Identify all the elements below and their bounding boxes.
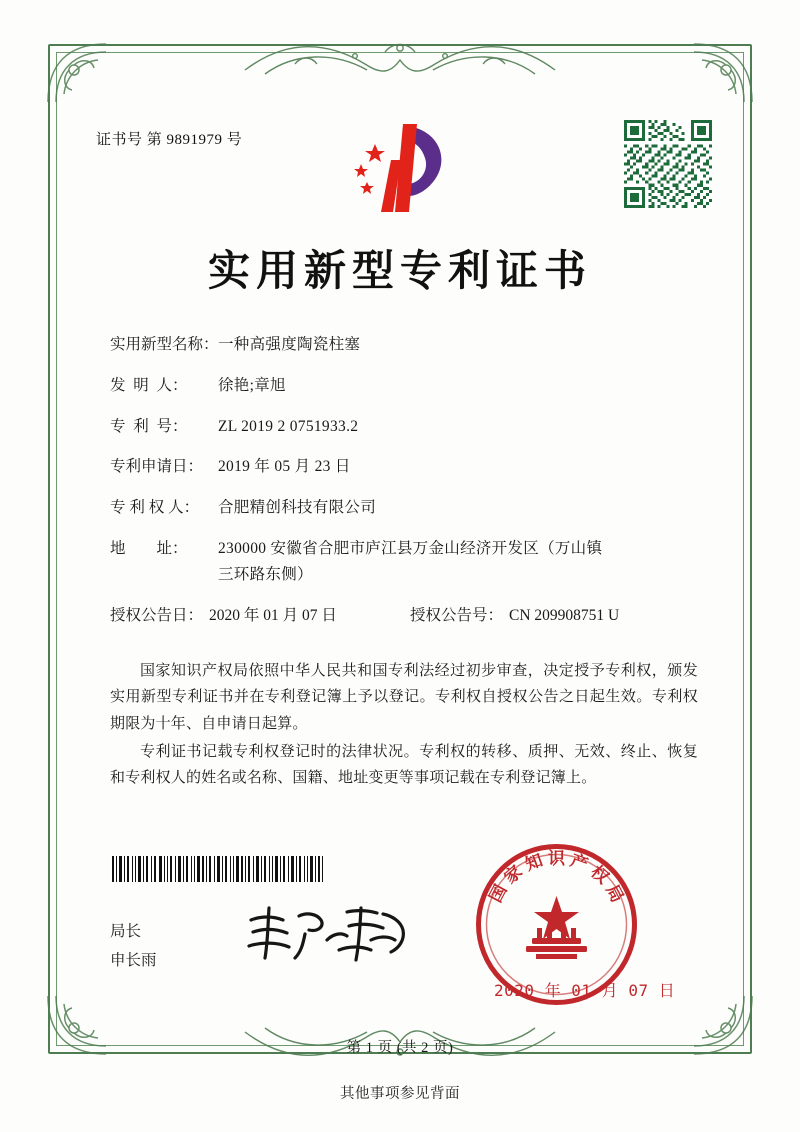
field-value: 合肥精创科技有限公司 (218, 499, 377, 517)
field-value: ZL 2019 2 0751933.2 (218, 417, 359, 435)
field-value-address (218, 540, 710, 584)
svg-text:家: 家 (500, 861, 527, 889)
svg-text:产: 产 (567, 850, 591, 876)
corner-ornament-top-left (44, 40, 110, 106)
field-label: 专 利 权 人： (110, 499, 200, 517)
seal-date: 2020 年 01 月 07 日 (494, 981, 676, 1000)
top-flourish-ornament (235, 34, 565, 80)
qr-code (624, 120, 712, 208)
field-row-application-date (110, 458, 710, 476)
handwritten-signature (243, 900, 418, 970)
announcement-date-value: 2020 年 01 月 07 日 (209, 606, 337, 624)
field-row-inventor (110, 377, 710, 395)
certificate-number-value: 第 9891979 号 (146, 132, 243, 148)
signature-block (110, 918, 157, 975)
announcement-date-label: 授权公告日： (110, 606, 204, 624)
svg-text:识: 识 (548, 849, 565, 869)
certificate-number-label: 证书号 (96, 132, 143, 148)
announcement-date (110, 607, 410, 625)
legal-text (110, 658, 698, 793)
address-line-1: 230000 安徽省合肥市庐江县万金山经济开发区（万山镇 (218, 540, 603, 558)
svg-text:权: 权 (586, 861, 613, 889)
announcement-number-value: CN 209908751 U (509, 606, 620, 624)
field-row-patent-number (110, 418, 710, 436)
svg-text:局: 局 (601, 881, 628, 906)
field-label: 发 明 人： (110, 376, 188, 394)
svg-text:国: 国 (485, 881, 512, 906)
field-label: 实用新型名称： (110, 336, 219, 353)
address-line-2: 三环路东侧） (218, 565, 313, 583)
field-label: 专利申请日： (110, 458, 204, 476)
field-row-announcement (110, 607, 710, 625)
field-row-address (110, 540, 710, 584)
field-label: 专 利 号： (110, 417, 188, 435)
field-row-patentee (110, 499, 710, 517)
barcode (110, 856, 325, 882)
paragraph-1: 国家知识产权局依照中华人民共和国专利法经过初步审查，决定授予专利权，颁发实用新型专利证书并在专利登记簿上予以登记。专利权自授权公告之日起生效。专利权期限为十年、自申请日起算。 (110, 663, 698, 732)
field-value: 2019 年 05 月 23 日 (218, 458, 351, 476)
field-value: 徐艳;章旭 (218, 376, 286, 394)
page-title: 实用新型专利证书 (207, 246, 592, 295)
back-side-note: 其他事项参见背面 (340, 1086, 460, 1102)
announcement-number-label: 授权公告号： (410, 606, 504, 624)
cnipa-logo-icon (347, 120, 457, 220)
field-list (110, 336, 710, 643)
director-name: 申长雨 (110, 951, 157, 969)
svg-text:知: 知 (522, 850, 546, 876)
paragraph-2: 专利证书记载专利权登记时的法律状况。专利权的转移、质押、无效、终止、恢复和专利权人的姓名或名称、国籍、地址变更等事项记载在专利登记簿上。 (110, 743, 698, 786)
field-value: 一种高强度陶瓷柱塞 (218, 336, 361, 353)
page-number: 第 1 页 (共 2 页) (346, 1040, 454, 1056)
announcement-number (410, 607, 710, 625)
field-row-utility-model-name (110, 336, 710, 354)
field-label: 地 址： (110, 540, 188, 558)
corner-ornament-top-right (690, 40, 756, 106)
certificate-number (96, 128, 242, 149)
director-title-label: 局长 (110, 923, 142, 940)
